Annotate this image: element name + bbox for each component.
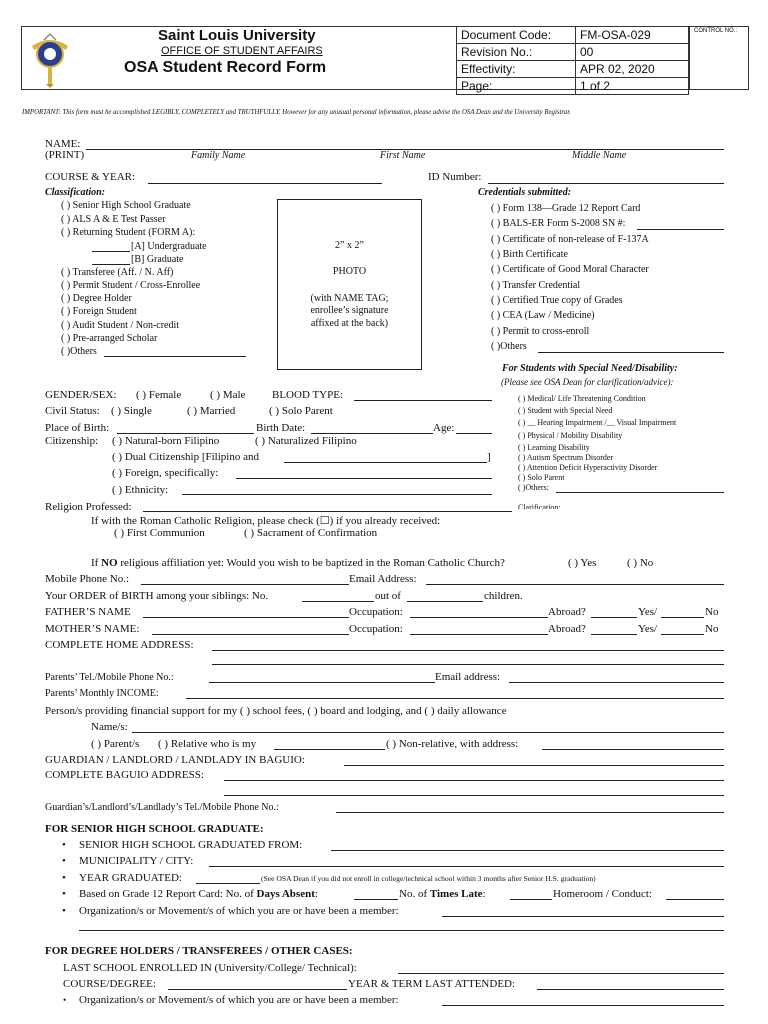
special-need-item[interactable]: ( ) Medical/ Life Threatening Condition bbox=[518, 394, 646, 403]
classification-item[interactable]: [A] Undergraduate bbox=[131, 241, 207, 252]
special-need-item[interactable]: ( ) __ Hearing Impairment /__ Visual Impairment bbox=[518, 418, 677, 427]
ethnicity-option[interactable]: ( ) Ethnicity: bbox=[112, 484, 169, 496]
credential-item[interactable]: ( )Others bbox=[491, 341, 527, 352]
credentials-title: Credentials submitted: bbox=[478, 187, 572, 198]
document-control-table bbox=[456, 26, 689, 95]
year-graduated-field[interactable] bbox=[196, 883, 260, 884]
confirmation-option[interactable]: ( ) Sacrament of Confirmation bbox=[244, 527, 378, 539]
citizenship-label: Citizenship: bbox=[45, 435, 99, 447]
guardian-field[interactable] bbox=[344, 765, 724, 766]
foreign-option[interactable]: ( ) Foreign, specifically: bbox=[112, 467, 219, 479]
parents-email-field[interactable] bbox=[509, 682, 724, 683]
classification-item[interactable]: [B] Graduate bbox=[131, 254, 184, 265]
mother-yes-label: Yes/ bbox=[638, 623, 658, 635]
mother-name-field[interactable] bbox=[152, 634, 349, 635]
photo-size: 2” x 2” bbox=[335, 240, 364, 251]
special-others-field[interactable] bbox=[556, 492, 724, 493]
special-need-item[interactable]: ( ) Physical / Mobility Disability bbox=[518, 431, 623, 440]
religion-label: Religion Professed: bbox=[45, 501, 132, 513]
shs-school-label: SENIOR HIGH SCHOOL GRADUATED FROM: bbox=[79, 839, 303, 851]
credential-item[interactable]: ( ) BALS-ER Form S-2008 SN #: bbox=[491, 218, 626, 229]
last-school-label: LAST SCHOOL ENROLLED IN (University/College/ Technical): bbox=[63, 962, 357, 974]
solo-parent-option[interactable]: ( ) Solo Parent bbox=[269, 405, 333, 417]
mobile-field[interactable] bbox=[141, 584, 349, 585]
times-late-field[interactable] bbox=[510, 899, 552, 900]
year-term-label: YEAR & TERM LAST ATTENDED: bbox=[348, 978, 516, 990]
mother-abroad-yes-field[interactable] bbox=[591, 634, 637, 635]
year-graduated-note: (See OSA Dean if you did not enroll in college/technical school within 3 months after Senior H.S. graduation) bbox=[261, 874, 596, 883]
shs-org-label: Organization/s or Movement/s of which you are or have been a member: bbox=[79, 905, 399, 917]
university-seal-icon bbox=[30, 30, 70, 88]
special-needs-subtitle: (Please see OSA Dean for clarification/advice): bbox=[501, 377, 674, 387]
classification-item[interactable]: ( )Others bbox=[61, 346, 97, 357]
page-label: Page: bbox=[457, 78, 576, 95]
doc-code-value: FM-OSA-029 bbox=[576, 27, 689, 44]
course-degree-label: COURSE/DEGREE: bbox=[63, 978, 156, 990]
effectivity-value: APR 02, 2020 bbox=[576, 61, 689, 78]
doc-code-label: Document Code: bbox=[457, 27, 576, 44]
mother-occupation-label: Occupation: bbox=[349, 623, 403, 635]
birth-order-prefix: Your ORDER of BIRTH among your siblings: No. bbox=[45, 590, 269, 602]
dual-citizenship-close: ] bbox=[487, 451, 491, 463]
father-name-field[interactable] bbox=[143, 617, 349, 618]
relative-field[interactable] bbox=[274, 749, 385, 750]
credential-item[interactable]: ( ) Certified True copy of Grades bbox=[491, 295, 623, 306]
shs-school-field[interactable] bbox=[331, 850, 724, 851]
clarification-label: Clarification: bbox=[518, 503, 561, 509]
photo-note: enrollee’s signature bbox=[310, 305, 389, 316]
family-name-caption: Family Name bbox=[191, 150, 246, 161]
guardian-tel-label: Guardian’s/Landlord’s/Landlady’s Tel./Mobile Phone No.: bbox=[45, 802, 279, 813]
bullet-icon: • bbox=[62, 839, 66, 851]
control-no: CONTROL NO.: bbox=[694, 28, 738, 34]
office-name: OFFICE OF STUDENT AFFAIRS bbox=[161, 45, 323, 57]
financial-support-text: Person/s providing financial support for my ( ) school fees, ( ) board and lodging, and ( ) daily allowance bbox=[45, 705, 507, 717]
dual-citizenship-field[interactable] bbox=[284, 462, 487, 463]
photo-note: (with NAME TAG; bbox=[310, 293, 389, 304]
name-label: NAME: bbox=[45, 138, 81, 150]
credential-item[interactable]: ( ) Permit to cross-enroll bbox=[491, 326, 590, 337]
course-year-field[interactable] bbox=[148, 183, 382, 184]
mother-abroad-no-field[interactable] bbox=[661, 634, 704, 635]
id-number-label: ID Number: bbox=[428, 171, 482, 183]
dual-citizenship-option[interactable]: ( ) Dual Citizenship [Filipino and bbox=[112, 451, 259, 463]
female-option[interactable]: ( ) Female bbox=[136, 389, 182, 401]
father-abroad-label: Abroad? bbox=[548, 606, 586, 618]
photo-note: affixed at the back) bbox=[310, 318, 389, 329]
parents-email-label: Email address: bbox=[435, 671, 501, 683]
shs-title: FOR SENIOR HIGH SCHOOL GRADUATE: bbox=[45, 823, 264, 835]
mother-no-label: No bbox=[705, 623, 719, 635]
naturalized-option[interactable]: ( ) Naturalized Filipino bbox=[255, 435, 357, 447]
father-name-label: FATHER’S NAME bbox=[45, 606, 131, 618]
bullet-icon: • bbox=[62, 855, 66, 867]
ethnicity-field[interactable] bbox=[182, 494, 492, 495]
credential-item[interactable]: ( ) Transfer Credential bbox=[491, 280, 581, 291]
male-option[interactable]: ( ) Male bbox=[210, 389, 246, 401]
classification-item[interactable]: ( ) Degree Holder bbox=[61, 293, 132, 304]
header-control-divider bbox=[689, 26, 690, 90]
page-value: 1 of 2 bbox=[576, 78, 689, 95]
undergraduate-blank[interactable] bbox=[92, 251, 130, 252]
credential-item[interactable]: ( ) CEA (Law / Medicine) bbox=[491, 310, 595, 321]
children-count-field[interactable] bbox=[407, 601, 483, 602]
home-address-field[interactable] bbox=[212, 650, 724, 651]
bullet-icon: • bbox=[63, 995, 67, 1005]
municipality-field[interactable] bbox=[209, 866, 724, 867]
bullet-icon: • bbox=[62, 905, 66, 917]
revision-label: Revision No.: bbox=[457, 44, 576, 61]
home-address-field-2[interactable] bbox=[212, 664, 724, 665]
birth-order-children: children. bbox=[484, 590, 523, 602]
homeroom-field[interactable] bbox=[666, 899, 724, 900]
parents-income-label: Parents’ Monthly INCOME: bbox=[45, 688, 159, 699]
birth-place-label: Place of Birth: bbox=[45, 422, 110, 434]
name-print: (PRINT) bbox=[45, 149, 85, 161]
home-address-label: COMPLETE HOME ADDRESS: bbox=[45, 639, 194, 651]
photo-label: PHOTO bbox=[332, 266, 367, 277]
id-number-field[interactable] bbox=[488, 183, 724, 184]
financial-names-field[interactable] bbox=[132, 732, 724, 733]
special-need-item[interactable]: ( ) Student with Special Need bbox=[518, 406, 613, 415]
university-name: Saint Louis University bbox=[158, 27, 316, 44]
mobile-label: Mobile Phone No.: bbox=[45, 573, 130, 585]
birth-order-outof: out of bbox=[375, 590, 401, 602]
classification-item[interactable]: ( ) Transferee (Aff. / N. Aff) bbox=[61, 267, 174, 278]
nonrelative-option[interactable]: ( ) Non-relative, with address: bbox=[386, 738, 519, 750]
degree-org-field[interactable] bbox=[442, 1005, 724, 1006]
special-need-item[interactable]: ( )Others: bbox=[518, 483, 549, 492]
blood-type-label: BLOOD TYPE: bbox=[272, 389, 343, 401]
credential-item[interactable]: ( ) Certificate of Good Moral Character bbox=[491, 264, 649, 275]
father-occupation-field[interactable] bbox=[410, 617, 548, 618]
revision-value: 00 bbox=[576, 44, 689, 61]
mother-occupation-field[interactable] bbox=[410, 634, 548, 635]
times-late-text: No. of Times Late: bbox=[399, 888, 486, 900]
baguio-address-label: COMPLETE BAGUIO ADDRESS: bbox=[45, 769, 204, 781]
classification-item[interactable]: ( ) Returning Student (FORM A): bbox=[61, 227, 196, 238]
special-need-item[interactable]: ( ) Attention Deficit Hyperactivity Disorder bbox=[518, 463, 658, 472]
shs-org-field-2[interactable] bbox=[79, 930, 724, 931]
special-need-item[interactable]: ( ) Learning Disability bbox=[518, 443, 590, 452]
municipality-label: MUNICIPALITY / CITY: bbox=[79, 855, 194, 867]
special-need-item[interactable]: ( ) Solo Parent bbox=[518, 473, 565, 482]
classification-others-field[interactable] bbox=[104, 356, 246, 357]
foreign-field[interactable] bbox=[236, 478, 492, 479]
guardian-label: GUARDIAN / LANDLORD / LANDLADY IN BAGUIO: bbox=[45, 754, 305, 766]
classification-item[interactable]: ( ) Foreign Student bbox=[61, 306, 137, 317]
form-title: OSA Student Record Form bbox=[124, 59, 327, 76]
classification-title: Classification: bbox=[45, 187, 106, 198]
baguio-address-field-2[interactable] bbox=[224, 795, 724, 796]
guardian-tel-field[interactable] bbox=[336, 812, 724, 813]
birth-date-label: Birth Date: bbox=[256, 422, 306, 434]
natural-born-option[interactable]: ( ) Natural-born Filipino bbox=[112, 435, 220, 447]
parents-option[interactable]: ( ) Parent/s bbox=[91, 738, 140, 750]
baptism-no-option[interactable]: ( ) No bbox=[627, 557, 654, 569]
age-label: Age: bbox=[433, 422, 455, 434]
parents-income-field[interactable] bbox=[186, 698, 724, 699]
mother-abroad-label: Abroad? bbox=[548, 623, 586, 635]
bals-sn-field[interactable] bbox=[637, 229, 724, 230]
birth-order-field[interactable] bbox=[302, 601, 374, 602]
single-option[interactable]: ( ) Single bbox=[111, 405, 152, 417]
homeroom-label: Homeroom / Conduct: bbox=[553, 888, 652, 900]
bullet-icon: • bbox=[62, 872, 66, 884]
shs-org-field[interactable] bbox=[442, 916, 724, 917]
nonrelative-address-field[interactable] bbox=[542, 749, 724, 750]
photo-box[interactable] bbox=[277, 199, 422, 370]
email-field[interactable] bbox=[426, 584, 724, 585]
mother-name-label: MOTHER’S NAME: bbox=[45, 623, 140, 635]
important-note: IMPORTANT: This form must be accomplished LEGIBLY, COMPLETELY and TRUTHFULLY. However for any unusual personal information, please advise the OSA Dean and the University Registrar. bbox=[22, 109, 572, 116]
civil-status-label: Civil Status: bbox=[45, 405, 100, 417]
credential-item[interactable]: ( ) Form 138—Grade 12 Report Card bbox=[491, 203, 641, 214]
baguio-address-field[interactable] bbox=[224, 780, 724, 781]
course-degree-field[interactable] bbox=[168, 989, 347, 990]
classification-item[interactable]: ( ) Pre-arranged Scholar bbox=[61, 333, 158, 344]
credentials-others-field[interactable] bbox=[538, 352, 724, 353]
parents-tel-field[interactable] bbox=[209, 682, 435, 683]
relative-option[interactable]: ( ) Relative who is my bbox=[158, 738, 257, 750]
effectivity-label: Effectivity: bbox=[457, 61, 576, 78]
father-occupation-label: Occupation: bbox=[349, 606, 403, 618]
classification-item[interactable]: ( ) ALS A & E Test Passer bbox=[61, 214, 166, 225]
father-abroad-yes-field[interactable] bbox=[591, 617, 637, 618]
first-name-caption: First Name bbox=[380, 150, 426, 161]
parents-tel-label: Parents’ Tel./Mobile Phone No.: bbox=[45, 672, 174, 683]
graduate-blank[interactable] bbox=[92, 264, 130, 265]
classification-item[interactable]: ( ) Senior High School Graduate bbox=[61, 200, 191, 211]
bullet-icon: • bbox=[62, 888, 66, 900]
last-school-field[interactable] bbox=[398, 973, 724, 974]
baptism-yes-option[interactable]: ( ) Yes bbox=[568, 557, 597, 569]
special-need-item[interactable]: ( ) Autism Spectrum Disorder bbox=[518, 453, 614, 462]
father-no-label: No bbox=[705, 606, 719, 618]
classification-item[interactable]: ( ) Audit Student / Non-credit bbox=[61, 320, 180, 331]
email-label: Email Address: bbox=[349, 573, 417, 585]
gender-label: GENDER/SEX: bbox=[45, 389, 117, 401]
degree-org-label: Organization/s or Movement/s of which you are or have been a member: bbox=[79, 994, 399, 1006]
religion-field[interactable] bbox=[143, 511, 512, 512]
birth-date-field[interactable] bbox=[311, 433, 433, 434]
course-year-label: COURSE & YEAR: bbox=[45, 171, 136, 183]
special-needs-title: For Students with Special Need/Disability: bbox=[502, 363, 678, 374]
credential-item[interactable]: ( ) Certificate of non-release of F-137A bbox=[491, 234, 649, 245]
catholic-check-text: If with the Roman Catholic Religion, please check (☐) if you already received: bbox=[91, 515, 441, 527]
credential-item[interactable]: ( ) Birth Certificate bbox=[491, 249, 568, 260]
age-field[interactable] bbox=[456, 433, 492, 434]
days-absent-field[interactable] bbox=[354, 899, 398, 900]
blood-type-field[interactable] bbox=[354, 400, 492, 401]
father-yes-label: Yes/ bbox=[638, 606, 658, 618]
report-card-text: Based on Grade 12 Report Card: No. of Days Absent: bbox=[79, 888, 318, 900]
year-graduated-label: YEAR GRADUATED: bbox=[79, 872, 182, 884]
father-abroad-no-field[interactable] bbox=[661, 617, 704, 618]
degree-title: FOR DEGREE HOLDERS / TRANSFEREES / OTHER CASES: bbox=[45, 945, 353, 957]
financial-names-label: Name/s: bbox=[91, 721, 128, 733]
year-term-field[interactable] bbox=[537, 989, 724, 990]
baptism-question: If NO religious affiliation yet: Would you wish to be baptized in the Roman Catholic Church? bbox=[91, 557, 505, 569]
birth-place-field[interactable] bbox=[117, 433, 254, 434]
married-option[interactable]: ( ) Married bbox=[187, 405, 236, 417]
classification-item[interactable]: ( ) Permit Student / Cross-Enrollee bbox=[61, 280, 201, 291]
first-communion-option[interactable]: ( ) First Communion bbox=[114, 527, 205, 539]
middle-name-caption: Middle Name bbox=[572, 150, 627, 161]
